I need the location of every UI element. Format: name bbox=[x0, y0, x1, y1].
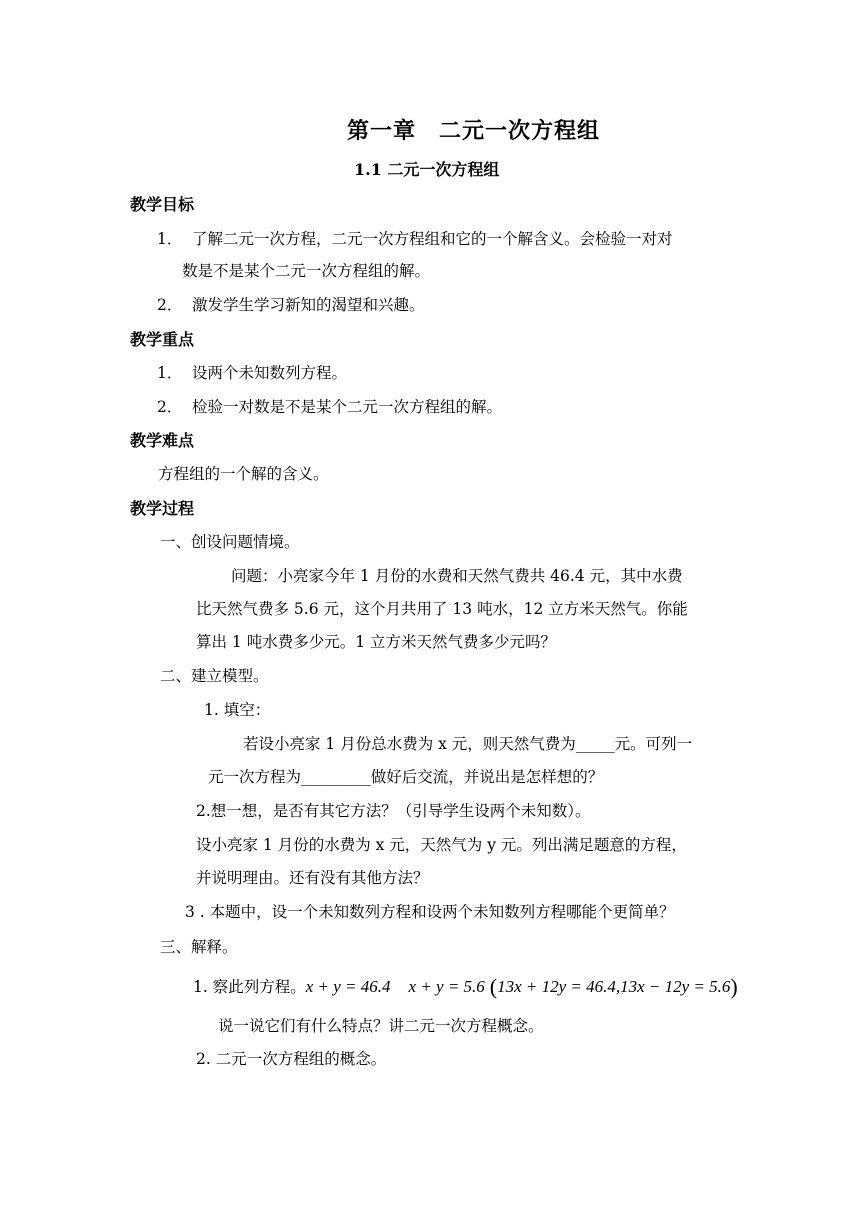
equation-2: x + y = 5.6 bbox=[408, 977, 485, 996]
section-3-title: 三、解释。 bbox=[160, 938, 238, 956]
problem-line-1: 问题：小亮家今年 1 月份的水费和天然气费共 46.4 元，其中水费 bbox=[231, 567, 683, 585]
equation-3: 13x + 12y = 46.4,13x − 12y = 5.6 bbox=[497, 977, 731, 996]
process-heading: 教学过程 bbox=[130, 499, 195, 518]
objective-1-line1: 了解二元一次方程，二元一次方程组和它的一个解含义。会检验一对对 bbox=[192, 230, 673, 248]
equation-1: x + y = 46.4 bbox=[305, 977, 391, 996]
objective-2-number: 2． bbox=[157, 296, 183, 314]
difficulties-heading: 教学难点 bbox=[130, 431, 195, 450]
section-subtitle: 1.1 二元一次方程组 bbox=[354, 160, 500, 179]
explain-1-line bbox=[193, 972, 738, 998]
problem-line-2: 比天然气费多 5.6 元，这个月共用了 13 吨水，12 立方米天然气。你能 bbox=[196, 600, 688, 618]
fill-in-title: 1. 填空： bbox=[204, 701, 271, 719]
question-3: 3 . 本题中，设一个未知数列方程和设两个未知数列方程哪能个更简单？ bbox=[185, 903, 675, 921]
objective-1-line2: 数是不是某个二元一次方程组的解。 bbox=[182, 262, 431, 280]
objective-2-text: 激发学生学习新知的渴望和兴趣。 bbox=[192, 296, 425, 314]
key-points-heading: 教学重点 bbox=[130, 330, 195, 349]
think-title: 2.想一想，是否有其它方法？（引导学生设两个未知数）。 bbox=[196, 802, 591, 820]
think-line-2: 并说明理由。还有没有其他方法？ bbox=[196, 869, 429, 887]
key-point-2-number: 2． bbox=[157, 398, 183, 416]
problem-line-3: 算出 1 吨水费多少元。1 立方米天然气费多少元吗？ bbox=[196, 633, 557, 651]
key-point-1-text: 设两个未知数列方程。 bbox=[192, 364, 348, 382]
fill-in-line-1: 若设小亮家 1 月份总水费为 x 元，则天然气费为_____元。可列一 bbox=[243, 735, 693, 753]
objective-1-number: 1． bbox=[157, 230, 183, 248]
difficulty-text: 方程组的一个解的含义。 bbox=[158, 465, 329, 483]
think-line-1: 设小亮家 1 月份的水费为 x 元，天然气为 y 元。列出满足题意的方程， bbox=[196, 836, 687, 854]
paren-open: ( bbox=[489, 974, 498, 999]
section-1-title: 一、创设问题情境。 bbox=[160, 533, 300, 551]
paren-close: ) bbox=[730, 974, 738, 999]
chapter-title: 第一章 二元一次方程组 bbox=[347, 118, 601, 144]
key-point-1-number: 1． bbox=[157, 364, 183, 382]
explain-1-prefix: 1. 察此列方程。 bbox=[193, 978, 306, 996]
objectives-heading: 教学目标 bbox=[130, 195, 195, 214]
section-2-title: 二、建立模型。 bbox=[160, 667, 269, 685]
fill-in-line-2: 元一次方程为_________做好后交流，并说出是怎样想的？ bbox=[208, 768, 604, 786]
explain-1-line-2: 说一说它们有什么特点？讲二元一次方程概念。 bbox=[218, 1017, 544, 1035]
explain-2: 2. 二元一次方程组的概念。 bbox=[196, 1050, 387, 1068]
key-point-2-text: 检验一对数是不是某个二元一次方程组的解。 bbox=[192, 398, 503, 416]
